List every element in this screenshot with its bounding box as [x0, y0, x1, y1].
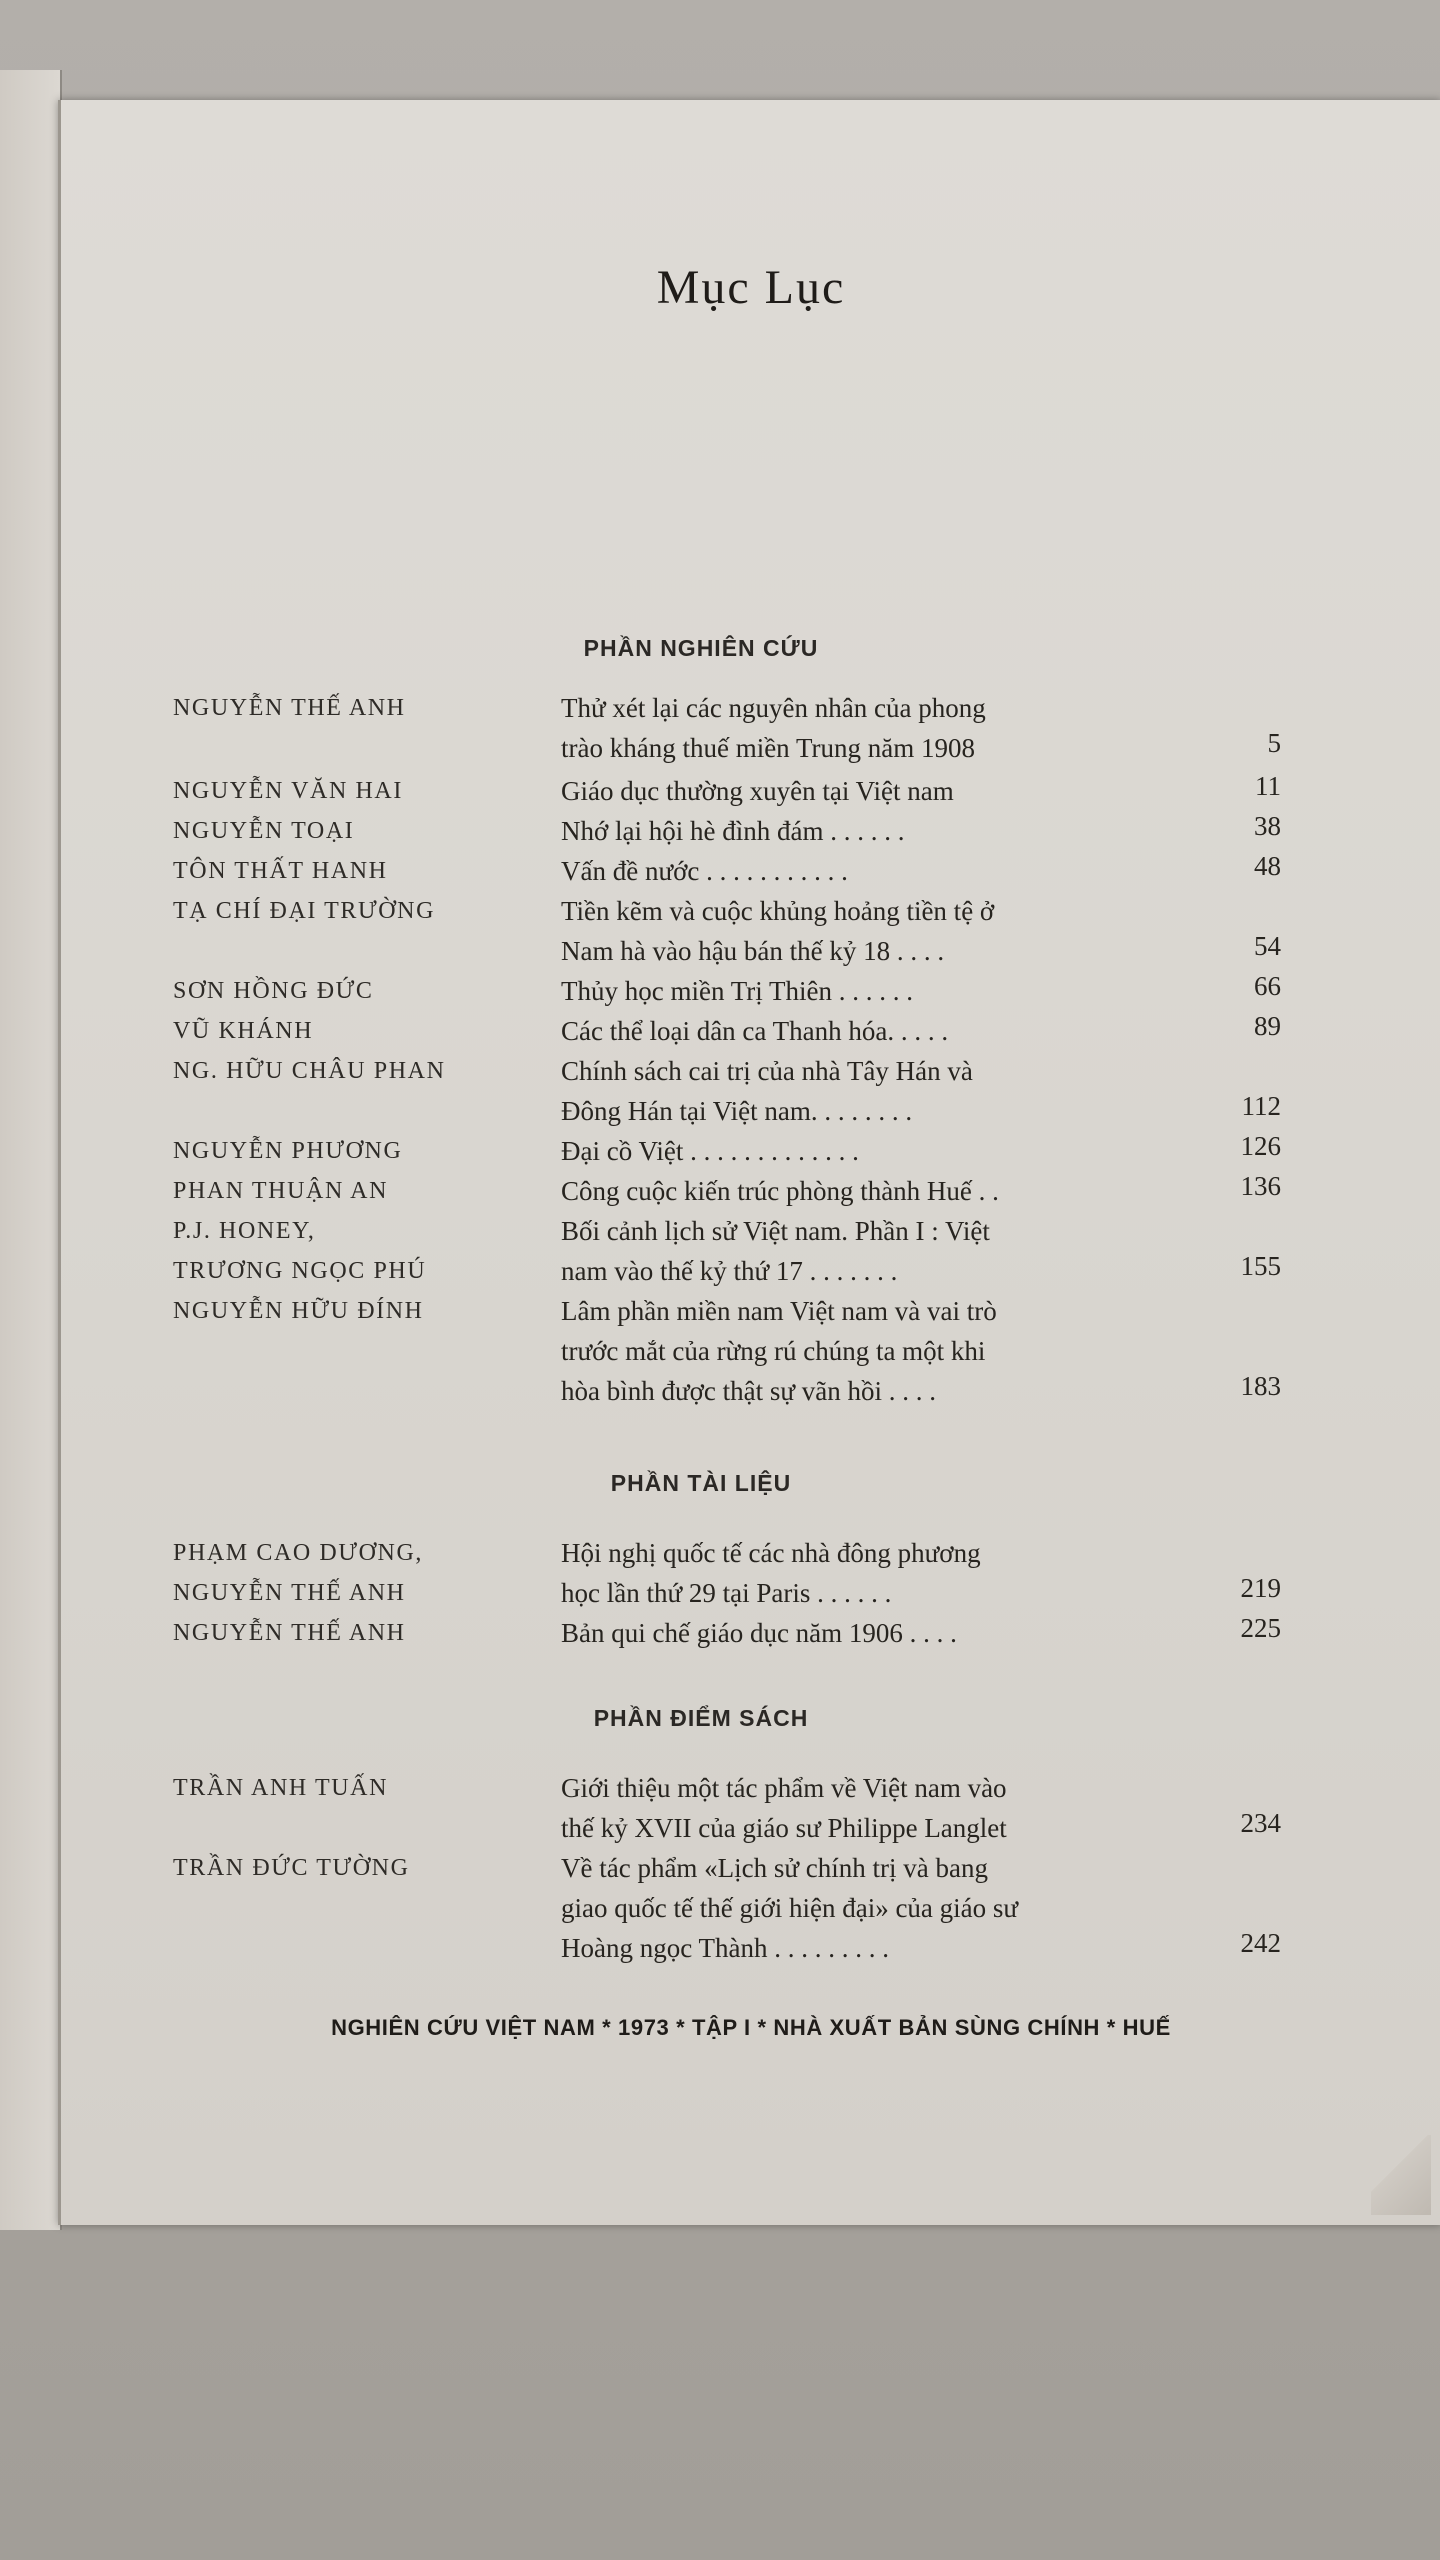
section-documents-heading: PHẦN TÀI LIỆU: [610, 1470, 792, 1496]
toc-entry-line: Đông Hán tại Việt nam. . . . . . . .: [561, 1096, 913, 1126]
toc-entry-line: Về tác phẩm «Lịch sử chính trị và bang: [561, 1853, 989, 1883]
publication-footer: NGHIÊN CỨU VIỆT NAM * 1973 * TẬP I * NHÀ XUẤT BẢN SÙNG CHÍNH * HUẾ: [331, 2015, 1171, 2040]
section-research-heading: PHẦN NGHIÊN CỨU: [583, 635, 819, 661]
toc-entry: [561, 1171, 1251, 1211]
toc-entry-line: Giáo dục thường xuyên tại Việt nam: [561, 776, 954, 806]
toc-entry-line: Tiền kẽm và cuộc khủng hoảng tiền tệ ở: [561, 896, 995, 926]
toc-entry: [561, 1848, 1251, 1968]
toc-entry: [561, 1131, 1251, 1171]
toc-entry-line: Hội nghị quốc tế các nhà đông phương: [561, 1538, 981, 1568]
toc-entry-line: Đại cồ Việt . . . . . . . . . . . . .: [561, 1136, 859, 1166]
toc-author: NGUYỄN THẾ ANH: [173, 695, 406, 721]
toc-page-number: 5: [1267, 728, 1281, 758]
page-title: Mục Lục: [656, 261, 846, 314]
toc-author: TRẦN ANH TUẤN: [173, 1775, 389, 1801]
toc-entry-line: Bối cảnh lịch sử Việt nam. Phần I : Việt: [561, 1216, 990, 1246]
toc-entry-line: Lâm phần miền nam Việt nam và vai trò: [561, 1296, 997, 1326]
toc-entry: [561, 1533, 1251, 1613]
toc-entry-line: Chính sách cai trị của nhà Tây Hán và: [561, 1056, 973, 1086]
toc-entry-line: Bản qui chế giáo dục năm 1906 . . . .: [561, 1618, 957, 1648]
toc-page-number: 225: [1240, 1613, 1281, 1643]
toc-author: PHẠM CAO DƯƠNG,: [173, 1540, 423, 1566]
toc-author: TRẦN ĐỨC TƯỜNG: [173, 1855, 410, 1881]
toc-author: NGUYỄN TOẠI: [173, 818, 355, 844]
toc-author: P.J. HONEY,: [173, 1218, 316, 1244]
toc-entry-line: Giới thiệu một tác phẩm về Việt nam vào: [561, 1773, 1007, 1803]
toc-page-number: 234: [1240, 1808, 1281, 1838]
toc-entry: [561, 971, 1251, 1011]
toc-entry: [561, 1051, 1251, 1131]
toc-entry: [561, 891, 1251, 971]
toc-author: NGUYỄN HỮU ĐÍNH: [173, 1298, 424, 1324]
toc-entry: [561, 811, 1251, 851]
toc-entry-line: Các thể loại dân ca Thanh hóa. . . . .: [561, 1016, 949, 1046]
toc-author: NG. HỮU CHÂU PHAN: [173, 1058, 446, 1084]
toc-entry-line: Nhớ lại hội hè đình đám . . . . . .: [561, 816, 905, 846]
toc-entry-line: thế kỷ XVII của giáo sư Philippe Langlet: [561, 1813, 1007, 1843]
toc-page-number: 126: [1240, 1131, 1281, 1161]
toc-page-number: 183: [1240, 1371, 1281, 1401]
book-page: [58, 100, 1440, 2225]
toc-author: NGUYỄN VĂN HAI: [173, 778, 403, 804]
toc-page-number: 11: [1255, 771, 1281, 801]
toc-entry-line: học lần thứ 29 tại Paris . . . . . .: [561, 1578, 892, 1608]
toc-entry-line: trước mắt của rừng rú chúng ta một khi: [561, 1336, 986, 1366]
toc-entry-line: Công cuộc kiến trúc phòng thành Huế . .: [561, 1176, 999, 1206]
toc-page-number: 112: [1241, 1091, 1281, 1121]
toc-author: TÔN THẤT HANH: [173, 858, 388, 884]
toc-page-number: 136: [1240, 1171, 1281, 1201]
toc-entry: [561, 1613, 1251, 1653]
torn-corner: [1371, 2135, 1431, 2215]
toc-entry: [561, 771, 1251, 811]
toc-entry-line: Vấn đề nước . . . . . . . . . . .: [561, 856, 848, 886]
toc-entry: [561, 851, 1251, 891]
toc-entry: [561, 1211, 1251, 1291]
toc-author: NGUYỄN THẾ ANH: [173, 1580, 406, 1606]
toc-page-number: 242: [1240, 1928, 1281, 1958]
toc-entry: [561, 1011, 1251, 1051]
toc-page-number: 38: [1254, 811, 1281, 841]
toc-author: TRƯƠNG NGỌC PHÚ: [173, 1258, 427, 1284]
back-cover-edge: [0, 70, 62, 2230]
toc-page-number: 66: [1254, 971, 1281, 1001]
toc-author: PHAN THUẬN AN: [173, 1178, 389, 1204]
toc-entry-line: Thủy học miền Trị Thiên . . . . . .: [561, 976, 914, 1006]
toc-entry: [561, 1291, 1251, 1411]
toc-page-number: 54: [1254, 931, 1281, 961]
toc-entry-line: trào kháng thuế miền Trung năm 1908: [561, 733, 975, 763]
toc-entry-line: nam vào thế kỷ thứ 17 . . . . . . .: [561, 1256, 898, 1286]
toc-page-number: 48: [1254, 851, 1281, 881]
toc-page-number: 89: [1254, 1011, 1281, 1041]
toc-entry-line: Hoàng ngọc Thành . . . . . . . . .: [561, 1933, 889, 1963]
toc-entry-line: Nam hà vào hậu bán thế kỷ 18 . . . .: [561, 936, 945, 966]
toc-entry: [561, 688, 1251, 768]
toc-page-number: 219: [1240, 1573, 1281, 1603]
toc-author: VŨ KHÁNH: [173, 1018, 314, 1044]
toc-entry: [561, 1768, 1251, 1848]
toc-entry-line: giao quốc tế thế giới hiện đại» của giáo sư: [561, 1893, 1019, 1923]
toc-author: SƠN HỒNG ĐỨC: [173, 978, 374, 1004]
toc-entry-line: hòa bình được thật sự vãn hồi . . . .: [561, 1376, 936, 1406]
toc-author: TẠ CHÍ ĐẠI TRƯỜNG: [173, 898, 436, 924]
toc-entry-line: Thử xét lại các nguyên nhân của phong: [561, 693, 986, 723]
toc-page-number: 155: [1240, 1251, 1281, 1281]
toc-author: NGUYỄN PHƯƠNG: [173, 1138, 403, 1164]
toc-author: NGUYỄN THẾ ANH: [173, 1620, 406, 1646]
section-reviews-heading: PHẦN ĐIỂM SÁCH: [593, 1705, 809, 1731]
